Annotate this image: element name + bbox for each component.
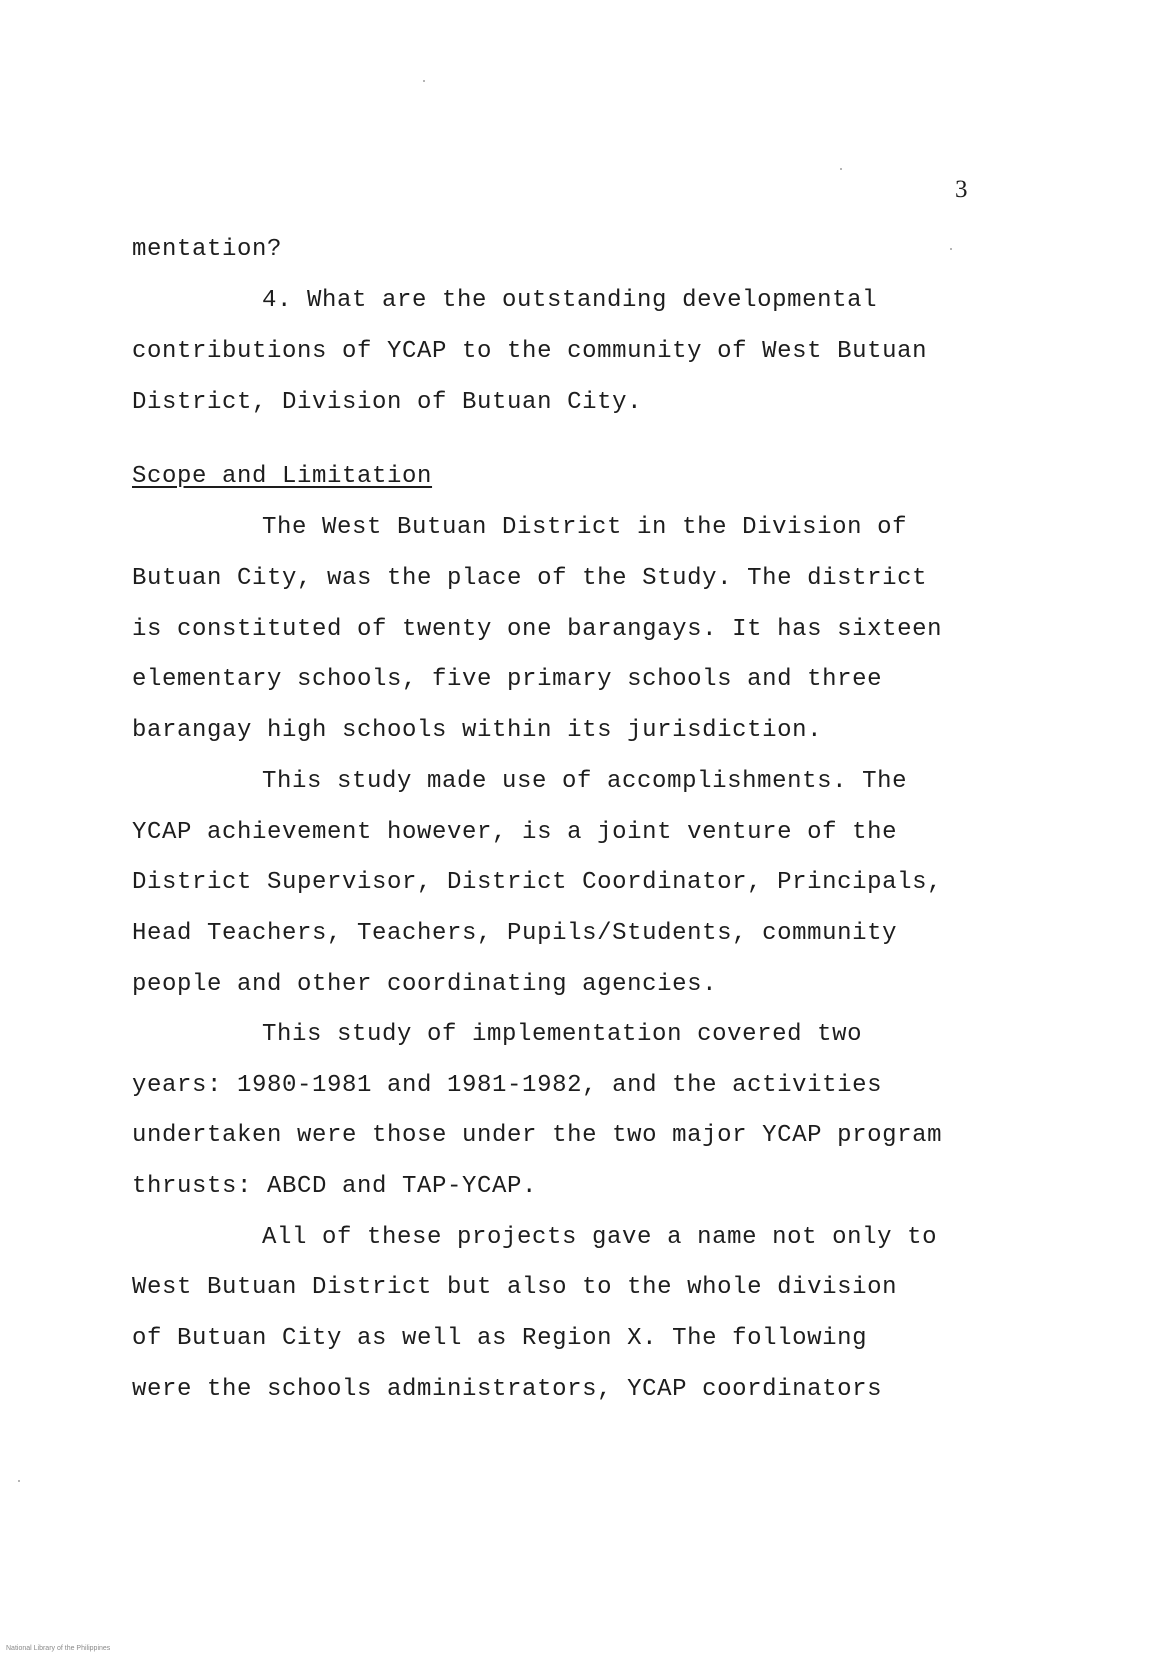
scan-speck [18, 1480, 20, 1482]
text-line: were the schools administrators, YCAP coordinators [132, 1376, 883, 1403]
text-line: of Butuan City as well as Region X. The following [132, 1325, 868, 1352]
page-number: 3 [955, 176, 968, 203]
text-line: is constituted of twenty one barangays. It has sixteen [132, 616, 943, 643]
scan-speck [423, 80, 425, 82]
text-line: The West Butuan District in the Division of [262, 514, 908, 541]
text-line: mentation? [132, 236, 283, 263]
footer-watermark: National Library of the Philippines [6, 1645, 111, 1652]
text-line: 4. What are the outstanding developmental [262, 287, 878, 314]
scan-speck [950, 248, 952, 250]
scan-speck [840, 168, 842, 170]
text-line: barangay high schools within its jurisdiction. [132, 717, 823, 744]
text-line: This study of implementation covered two [262, 1021, 863, 1048]
text-line: people and other coordinating agencies. [132, 971, 718, 998]
text-line: thrusts: ABCD and TAP-YCAP. [132, 1173, 538, 1200]
section-heading: Scope and Limitation [132, 463, 433, 490]
text-line: Head Teachers, Teachers, Pupils/Students, community [132, 920, 898, 947]
text-line: This study made use of accomplishments. The [262, 768, 908, 795]
text-line: years: 1980-1981 and 1981-1982, and the activities [132, 1072, 883, 1099]
text-line: elementary schools, five primary schools and three [132, 666, 883, 693]
text-line: YCAP achievement however, is a joint venture of the [132, 819, 898, 846]
text-line: All of these projects gave a name not only to [262, 1224, 938, 1251]
text-line: contributions of YCAP to the community of West Butuan [132, 338, 928, 365]
text-line: undertaken were those under the two major YCAP program [132, 1122, 943, 1149]
text-line: Butuan City, was the place of the Study. The district [132, 565, 928, 592]
text-line: District Supervisor, District Coordinator, Principals, [132, 869, 943, 896]
text-line: West Butuan District but also to the whole division [132, 1274, 898, 1301]
text-line: District, Division of Butuan City. [132, 389, 643, 416]
